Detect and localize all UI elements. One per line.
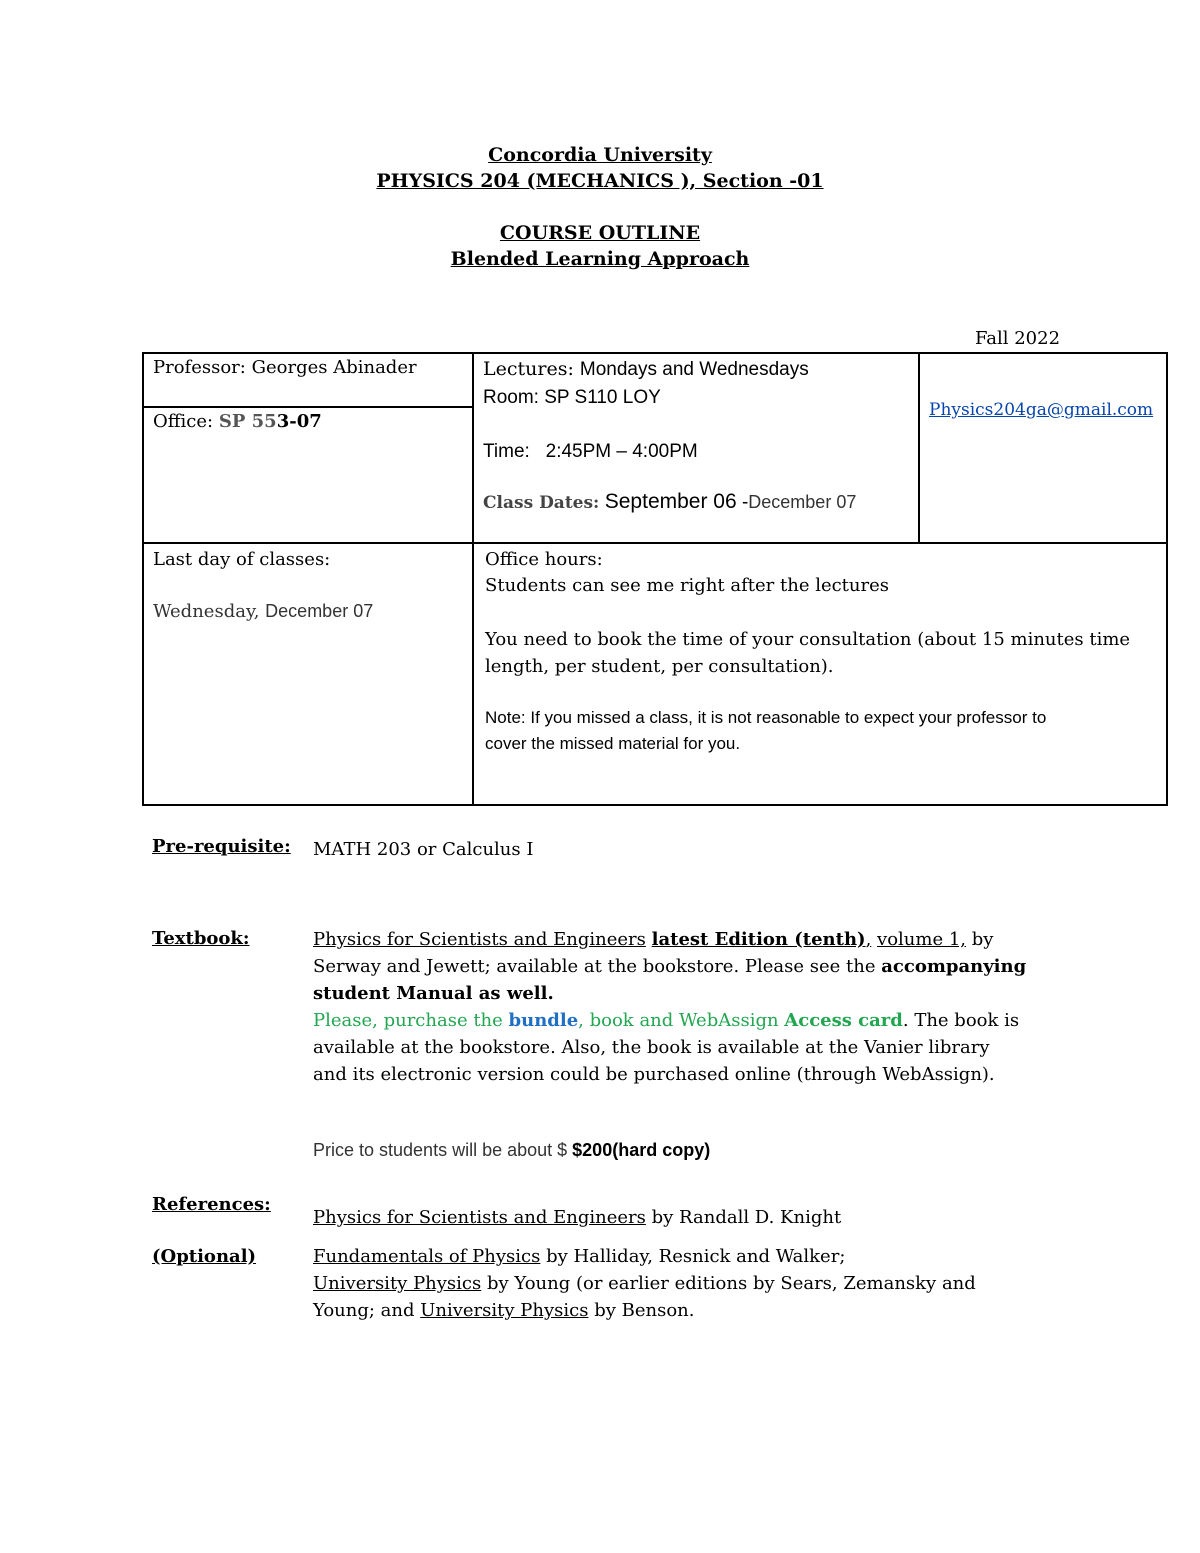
lectures-label: Lectures: <box>483 358 574 380</box>
lectures-value: Mondays and Wednesdays <box>579 359 809 380</box>
class-dates-label: Class Dates: <box>483 493 600 513</box>
textbook-volume: volume 1, <box>877 929 967 950</box>
outline-title: COURSE OUTLINE <box>499 222 701 244</box>
price-line <box>313 1140 710 1161</box>
textbook-line-5: available at the bookstore. Also, the book is available at the Vanier library <box>313 1037 990 1058</box>
prereq-label: Pre-requisite: <box>152 836 291 857</box>
reference-1-by: by Randall D. Knight <box>645 1207 842 1228</box>
office-value-a: SP 55 <box>218 411 277 432</box>
class-dates-end: December 07 <box>748 492 857 512</box>
reference-2 <box>313 1243 845 1270</box>
optional-label: (Optional) <box>152 1246 257 1267</box>
office-line <box>153 408 322 435</box>
reference-4 <box>313 1297 694 1324</box>
last-day-value <box>153 598 373 625</box>
email-cell <box>929 400 1153 420</box>
class-dates-start: September 06 <box>604 490 737 513</box>
reference-1 <box>313 1204 841 1231</box>
textbook-access-card: Access card <box>784 1010 903 1031</box>
reference-4b: by Benson. <box>588 1300 695 1321</box>
office-hours-text-2: You need to book the time of your consultation (about 15 minutes time length, per student, per consultation). <box>485 629 1131 677</box>
time-label: Time: <box>483 441 530 462</box>
class-dates-line <box>483 490 856 514</box>
price-text: Price to students will be about $ <box>313 1140 573 1160</box>
email-link[interactable]: Physics204ga@gmail.com <box>929 400 1154 420</box>
professor-label: Professor: <box>153 357 246 378</box>
lectures-line <box>483 356 809 383</box>
reference-4a: Young; and <box>313 1300 421 1321</box>
last-day-date: December 07 <box>265 601 374 621</box>
textbook-line-4c: , book and WebAssign <box>578 1010 785 1031</box>
textbook-comma: , <box>865 929 872 950</box>
textbook-line-2b: accompanying <box>881 956 1027 977</box>
textbook-line-2 <box>313 953 1026 980</box>
textbook-line-4e: . The book is <box>902 1010 1020 1031</box>
approach-title: Blended Learning Approach <box>450 248 750 270</box>
professor-line <box>153 354 417 381</box>
office-hours-label: Office hours: <box>485 549 603 570</box>
textbook-title: Physics for Scientists and Engineers <box>313 929 646 950</box>
reference-1-title: Physics for Scientists and Engineers <box>313 1207 646 1228</box>
textbook-label: Textbook: <box>152 928 250 949</box>
professor-name: Georges Abinader <box>251 357 417 378</box>
textbook-line-1 <box>313 926 993 953</box>
reference-3 <box>313 1270 976 1297</box>
reference-2-title: Fundamentals of Physics <box>313 1246 541 1267</box>
textbook-line-4 <box>313 1007 1019 1034</box>
time-value: 2:45PM – 4:00PM <box>545 441 698 462</box>
textbook-line-2a: Serway and Jewett; available at the bookstore. Please see the <box>313 956 882 977</box>
textbook-line-6: and its electronic version could be purchased online (through WebAssign). <box>313 1064 995 1085</box>
last-day-weekday: Wednesday, <box>153 601 266 622</box>
note-line: Note: If you missed a class, it is not reasonable to expect your professor to <box>485 708 1047 727</box>
textbook-bundle: bundle <box>508 1010 579 1031</box>
reference-3-by: by Young (or earlier editions by Sears, Zemansky and <box>481 1273 976 1294</box>
class-dates-sep: - <box>736 492 749 513</box>
term-label: Fall 2022 <box>975 328 1061 349</box>
reference-3-title: University Physics <box>313 1273 482 1294</box>
last-day-label: Last day of classes: <box>153 549 331 570</box>
textbook-line-4a: Please, purchase the <box>313 1010 509 1031</box>
office-label: Office: <box>153 411 214 432</box>
office-value-b: 3-07 <box>276 411 322 432</box>
textbook-by: by <box>966 929 994 950</box>
room-line: Room: SP S110 LOY <box>483 387 661 408</box>
time-line <box>483 438 698 465</box>
reference-2-by: by Halliday, Resnick and Walker; <box>540 1246 846 1267</box>
textbook-edition: latest Edition (tenth) <box>651 929 866 950</box>
office-hours-text-1: Students can see me right after the lectures <box>485 575 889 596</box>
note-cont: cover the missed material for you. <box>485 734 741 753</box>
reference-4-title: University Physics <box>420 1300 589 1321</box>
references-label: References: <box>152 1194 271 1215</box>
course-title: PHYSICS 204 (MECHANICS ), Section -01 <box>376 170 824 192</box>
textbook-line-3: student Manual as well. <box>313 983 554 1004</box>
university-title: Concordia University <box>488 144 712 166</box>
price-value: $200(hard copy) <box>572 1140 711 1160</box>
prereq-value: MATH 203 or Calculus I <box>313 839 534 860</box>
